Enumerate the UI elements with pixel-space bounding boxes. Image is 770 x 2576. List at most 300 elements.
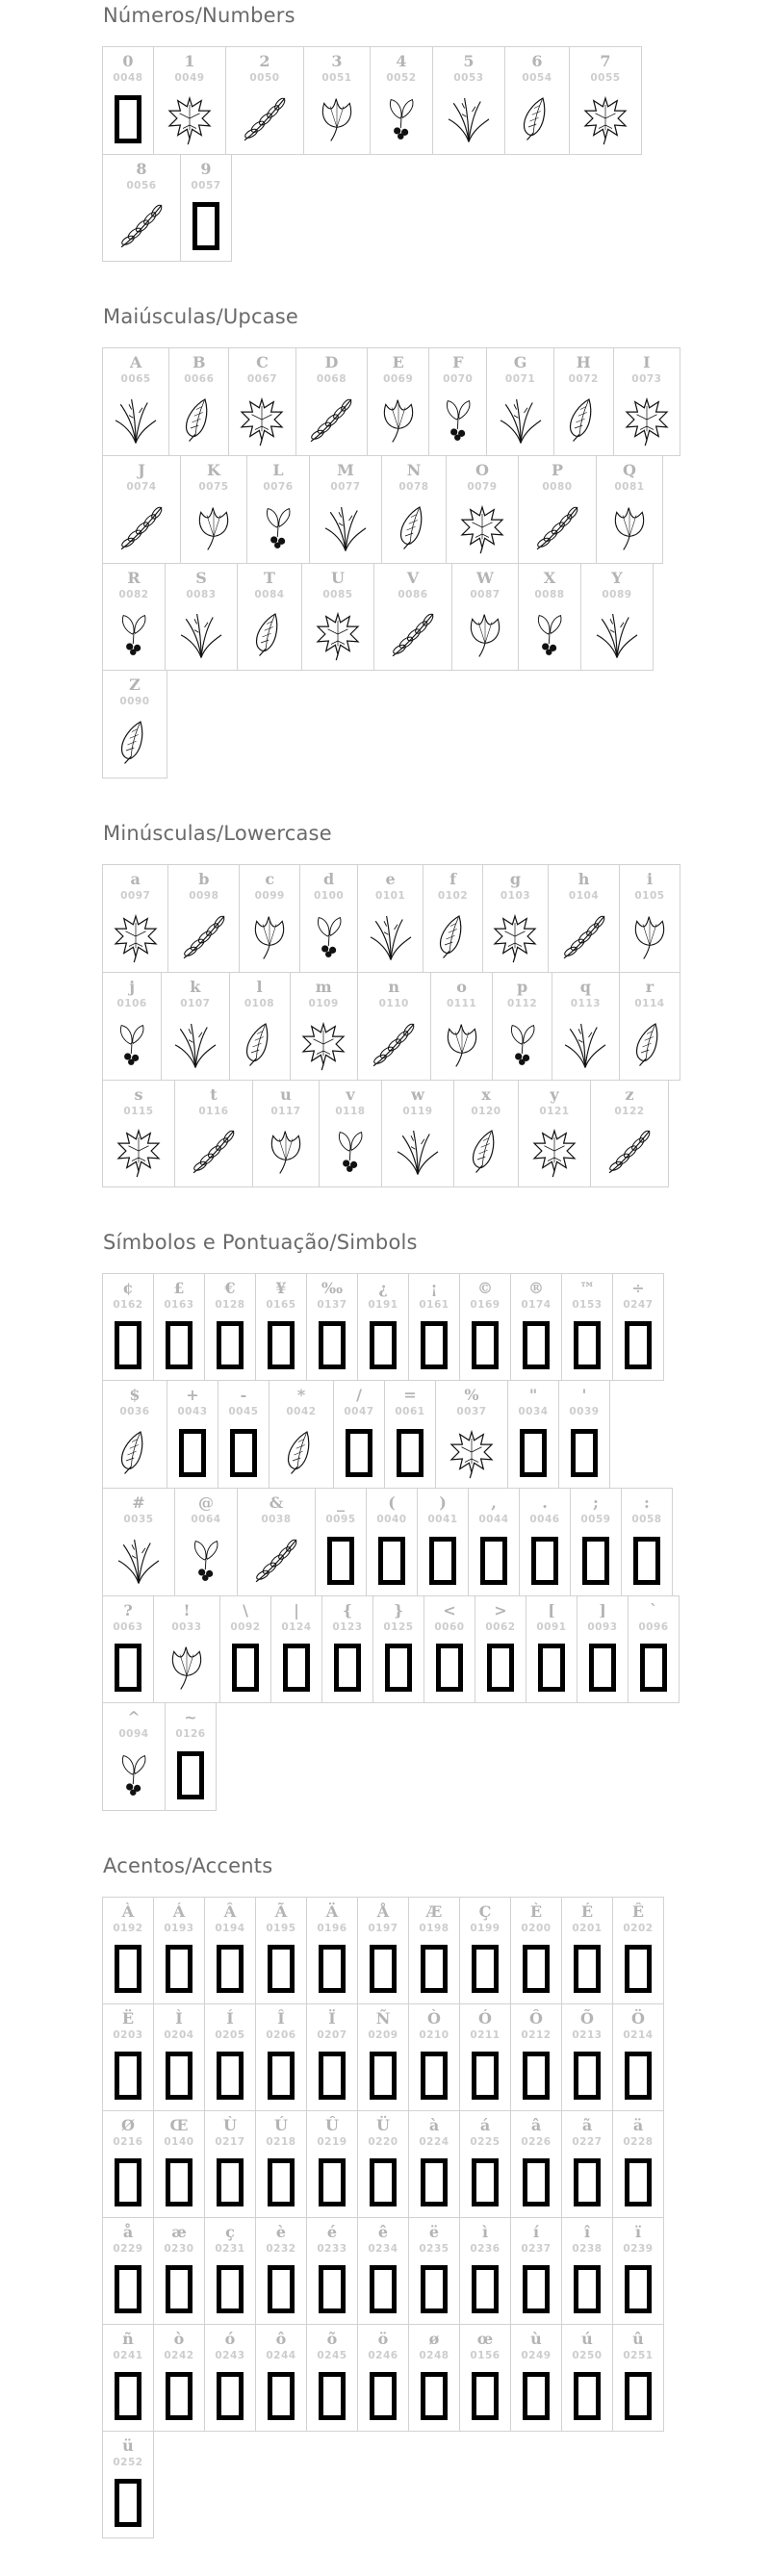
glyph-area (626, 904, 674, 963)
char-cell (102, 972, 162, 1081)
glyph-area (112, 192, 171, 252)
char-cell (408, 1897, 460, 2004)
glyph-area (246, 601, 293, 661)
char-label: ò (173, 2329, 185, 2348)
glyph-area (109, 387, 163, 446)
missing-glyph-box (625, 2052, 652, 2100)
glyph-area (301, 387, 361, 446)
char-label: M (337, 461, 354, 480)
glyph-area (625, 2150, 652, 2208)
glyph-area (296, 1011, 350, 1071)
char-label: ü (122, 2436, 134, 2455)
char-code: 0245 (317, 2349, 347, 2361)
glyph-area (531, 1527, 558, 1587)
char-code: 0108 (244, 997, 275, 1009)
char-code: 0061 (395, 1406, 425, 1418)
char-code: 0049 (174, 72, 205, 84)
char-cell (269, 1380, 334, 1489)
char-code: 0126 (175, 1728, 206, 1741)
char-cell (367, 347, 429, 456)
glyph-area (217, 2363, 244, 2422)
leaf-glyph-icon (391, 1124, 445, 1178)
char-label: Í (226, 2008, 234, 2028)
char-cell (561, 2110, 613, 2218)
glyph-area (445, 1419, 499, 1479)
char-cell (435, 1380, 508, 1489)
glyph-area (391, 1118, 445, 1178)
char-label: ¢ (122, 1279, 134, 1298)
char-code: 0193 (164, 1922, 194, 1934)
missing-glyph-box (115, 2052, 141, 2100)
char-label: J (138, 461, 145, 480)
missing-glyph-box (523, 1321, 550, 1369)
char-code: 0197 (368, 1922, 398, 1934)
char-cell (486, 347, 553, 456)
char-code: 0048 (113, 72, 143, 84)
char-label: L (272, 461, 284, 480)
char-code: 0072 (568, 373, 599, 386)
char-label: ® (528, 1279, 544, 1298)
missing-glyph-box (268, 2158, 295, 2206)
char-label: c (265, 870, 275, 889)
section-title: Acentos/Accents (103, 1853, 273, 1877)
char-code: 0174 (521, 1299, 552, 1312)
char-code: 0070 (443, 373, 474, 386)
glyph-area (605, 495, 654, 554)
char-label: Ê (631, 1901, 645, 1921)
char-row (102, 1897, 680, 2003)
char-code: 0077 (330, 481, 361, 494)
char-label: 7 (600, 52, 611, 70)
leaf-glyph-icon (190, 500, 238, 554)
leaf-glyph-icon (176, 393, 222, 446)
char-label: ø (428, 2329, 440, 2348)
char-code: 0226 (521, 2135, 552, 2148)
missing-glyph-box (166, 2372, 192, 2420)
char-code: 0053 (453, 72, 484, 84)
missing-glyph-box (230, 1429, 257, 1477)
char-cell (102, 1897, 154, 2004)
char-label: ! (183, 1600, 191, 1620)
section-rows (102, 1897, 680, 2538)
char-code: 0200 (521, 1922, 552, 1934)
glyph-area (370, 2043, 397, 2102)
missing-glyph-box (268, 2265, 295, 2313)
leaf-glyph-icon (500, 1017, 545, 1071)
char-label: K (207, 461, 220, 480)
char-label: - (240, 1386, 247, 1405)
char-label: W (476, 568, 494, 587)
char-cell (102, 1273, 154, 1381)
glyph-area (625, 1313, 652, 1371)
char-row (102, 972, 680, 1080)
char-cell (102, 2217, 154, 2325)
char-row (102, 1702, 680, 1810)
char-label: Ö (631, 2008, 645, 2028)
missing-glyph-box (346, 1429, 372, 1477)
char-row (102, 1380, 680, 1488)
char-cell (102, 347, 169, 456)
glyph-area (268, 2150, 295, 2208)
glyph-area (627, 1011, 673, 1071)
leaf-glyph-icon (605, 500, 654, 554)
character-map-section (102, 822, 680, 1186)
char-cell (153, 1595, 220, 1704)
char-label: i (646, 870, 654, 889)
missing-glyph-box (370, 2158, 397, 2206)
glyph-area (177, 1742, 204, 1801)
char-code: 0034 (518, 1406, 549, 1418)
char-label: Ô (529, 2008, 543, 2028)
char-code: 0234 (368, 2242, 398, 2255)
char-cell (372, 1595, 424, 1704)
missing-glyph-box (472, 2372, 499, 2420)
glyph-area (112, 1742, 156, 1801)
char-cell (290, 972, 358, 1081)
char-label: Ä (325, 1901, 339, 1921)
char-label: ñ (122, 2329, 134, 2348)
char-code: 0117 (270, 1105, 301, 1117)
char-code: 0060 (434, 1620, 465, 1633)
char-label: j (129, 977, 135, 996)
char-label: é (326, 2222, 338, 2241)
char-label: Ù (223, 2115, 237, 2134)
glyph-area (370, 2363, 397, 2422)
char-code: 0082 (118, 588, 149, 600)
char-label: Ü (376, 2115, 390, 2134)
char-cell (548, 864, 620, 973)
glyph-area (112, 601, 156, 661)
char-code: 0220 (368, 2135, 398, 2148)
glyph-area (115, 2363, 141, 2422)
char-code: 0069 (383, 373, 414, 386)
char-cell (453, 1080, 519, 1188)
missing-glyph-box (385, 1644, 412, 1692)
leaf-glyph-icon (311, 607, 365, 661)
char-cell (612, 2110, 664, 2218)
missing-glyph-box (378, 1537, 405, 1585)
glyph-area (436, 387, 480, 446)
char-code: 0095 (325, 1513, 356, 1525)
char-code: 0115 (123, 1105, 154, 1117)
glyph-area (438, 1011, 486, 1071)
char-label: í (532, 2222, 540, 2241)
missing-glyph-box (177, 1751, 204, 1799)
missing-glyph-box (472, 1945, 499, 1993)
char-code: 0071 (504, 373, 536, 386)
char-cell (492, 972, 552, 1081)
char-code: 0203 (113, 2028, 143, 2041)
glyph-area (346, 1419, 372, 1479)
char-cell (357, 2110, 409, 2218)
char-cell (237, 1488, 316, 1596)
glyph-area (488, 904, 542, 963)
char-cell (153, 1273, 205, 1381)
char-cell (153, 1897, 205, 2004)
char-cell (204, 2110, 256, 2218)
char-code: 0251 (623, 2349, 654, 2361)
char-row (102, 1595, 680, 1703)
char-cell (370, 46, 433, 155)
char-label: N (406, 461, 422, 480)
leaf-glyph-icon (578, 91, 632, 145)
glyph-area (364, 904, 418, 963)
char-label: 6 (531, 52, 543, 70)
glyph-area (319, 2257, 346, 2315)
glyph-area (500, 1011, 545, 1071)
leaf-glyph-icon (626, 909, 674, 963)
glyph-area (319, 2150, 346, 2208)
missing-glyph-box (472, 1321, 499, 1369)
char-label: ¿ (378, 1279, 388, 1298)
char-cell (552, 972, 620, 1081)
glyph-area (319, 2043, 346, 2102)
char-code: 0096 (638, 1620, 669, 1633)
char-label: v (346, 1084, 355, 1104)
glyph-area (633, 1527, 660, 1587)
glyph-area (379, 86, 424, 145)
missing-glyph-box (582, 1537, 609, 1585)
char-code: 0163 (164, 1299, 194, 1312)
char-label: Û (325, 2115, 339, 2134)
char-label: 4 (396, 52, 407, 70)
char-code: 0088 (534, 588, 565, 600)
char-label: _ (337, 1492, 345, 1512)
char-label: ~ (184, 1708, 197, 1727)
char-cell (628, 1595, 680, 1704)
missing-glyph-box (574, 2052, 601, 2100)
leaf-glyph-icon (296, 1017, 350, 1071)
leaf-glyph-icon (245, 909, 294, 963)
leaf-glyph-icon (168, 1017, 222, 1071)
char-label: ] (599, 1600, 606, 1620)
char-row (102, 670, 680, 778)
leaf-glyph-icon (307, 909, 351, 963)
char-cell (153, 46, 226, 155)
char-label: û (632, 2329, 644, 2348)
char-cell (408, 1273, 460, 1381)
missing-glyph-box (319, 1945, 346, 1993)
leaf-glyph-icon (112, 1425, 158, 1479)
char-code: 0056 (126, 179, 157, 191)
char-code: 0043 (177, 1406, 208, 1418)
leaf-glyph-icon (438, 1017, 486, 1071)
glyph-area (278, 1419, 324, 1479)
char-code: 0229 (113, 2242, 143, 2255)
missing-glyph-box (319, 2372, 346, 2420)
char-label: y (550, 1084, 559, 1104)
char-label: £ (173, 1279, 185, 1298)
char-code: 0105 (634, 890, 665, 903)
glyph-area (190, 495, 238, 554)
missing-glyph-box (166, 2052, 192, 2100)
missing-glyph-box (319, 2265, 346, 2313)
missing-glyph-box (217, 2372, 244, 2420)
missing-glyph-box (115, 1945, 141, 1993)
char-code: 0211 (470, 2028, 500, 2041)
char-cell (510, 1273, 562, 1381)
char-cell (319, 1080, 382, 1188)
char-cell (102, 1080, 175, 1188)
glyph-area (168, 1011, 222, 1071)
leaf-glyph-icon (112, 1747, 156, 1801)
missing-glyph-box (283, 1644, 310, 1692)
char-row (102, 1488, 680, 1595)
missing-glyph-box (421, 1945, 448, 1993)
leaf-glyph-icon (313, 91, 361, 145)
glyph-area (625, 2257, 652, 2315)
glyph-area (640, 1634, 667, 1694)
char-code: 0123 (332, 1620, 363, 1633)
char-code: 0035 (123, 1513, 154, 1525)
char-code: 0099 (254, 890, 285, 903)
char-code: 0191 (368, 1299, 398, 1312)
missing-glyph-box (625, 2372, 652, 2420)
missing-glyph-box (115, 1644, 141, 1692)
missing-glyph-box (633, 1537, 660, 1585)
char-label: b (198, 870, 210, 889)
char-label: h (578, 870, 590, 889)
missing-glyph-box (327, 1537, 354, 1585)
char-label: Ú (274, 2115, 288, 2134)
glyph-area (442, 86, 496, 145)
missing-glyph-box (166, 2265, 192, 2313)
missing-glyph-box (115, 2265, 141, 2313)
char-cell (225, 46, 304, 155)
char-cell (246, 455, 310, 564)
glyph-area (421, 2043, 448, 2102)
char-code: 0045 (228, 1406, 259, 1418)
char-label: ? (123, 1600, 133, 1620)
char-cell (237, 563, 302, 672)
char-code: 0040 (376, 1513, 407, 1525)
char-label: Ì (175, 2008, 183, 2028)
char-cell (102, 1488, 175, 1596)
glyph-area (235, 86, 295, 145)
char-label: e (385, 870, 396, 889)
char-code: 0233 (317, 2242, 347, 2255)
char-cell (366, 1488, 418, 1596)
char-code: 0086 (398, 588, 428, 600)
glyph-area (574, 1936, 601, 1995)
char-cell (204, 2217, 256, 2325)
char-label: € (224, 1279, 236, 1298)
missing-glyph-box (268, 2372, 295, 2420)
char-label: o (456, 977, 467, 996)
missing-glyph-box (268, 1945, 295, 1993)
leaf-glyph-icon (383, 607, 443, 661)
glyph-area (370, 1313, 397, 1371)
char-code: 0214 (623, 2028, 654, 2041)
char-label: Á (172, 1901, 186, 1921)
missing-glyph-box (397, 1429, 424, 1477)
char-code: 0247 (623, 1299, 654, 1312)
glyph-area (574, 1313, 601, 1371)
glyph-area (245, 904, 294, 963)
missing-glyph-box (523, 2158, 550, 2206)
char-cell (408, 2110, 460, 2218)
char-code: 0207 (317, 2028, 347, 2041)
glyph-area (370, 2150, 397, 2208)
glyph-area (523, 1313, 550, 1371)
char-code: 0237 (521, 2242, 552, 2255)
char-cell (295, 347, 369, 456)
char-cell (408, 2003, 460, 2111)
leaf-glyph-icon (237, 1017, 283, 1071)
char-label: k (190, 977, 201, 996)
char-code: 0084 (254, 588, 285, 600)
glyph-area (166, 1313, 192, 1371)
char-code: 0125 (383, 1620, 414, 1633)
glyph-area (217, 1936, 244, 1995)
glyph-area (558, 1011, 612, 1071)
leaf-glyph-icon (627, 1017, 673, 1071)
char-code: 0118 (335, 1105, 366, 1117)
char-code: 0192 (113, 1922, 143, 1934)
leaf-glyph-icon (488, 909, 542, 963)
glyph-area (112, 495, 171, 554)
glyph-area (166, 2043, 192, 2102)
char-cell (553, 347, 614, 456)
char-code: 0078 (398, 481, 429, 494)
char-code: 0140 (164, 2135, 194, 2148)
leaf-glyph-icon (600, 1124, 659, 1178)
char-code: 0087 (470, 588, 500, 600)
glyph-area (115, 2043, 141, 2102)
char-cell (204, 1273, 256, 1381)
missing-glyph-box (166, 1321, 192, 1369)
char-cell (270, 1595, 322, 1704)
char-cell (161, 972, 229, 1081)
missing-glyph-box (179, 1429, 206, 1477)
char-label: # (132, 1492, 145, 1512)
char-code: 0033 (171, 1620, 202, 1633)
char-cell (580, 563, 654, 672)
char-label: m (315, 977, 332, 996)
leaf-glyph-icon (445, 1425, 499, 1479)
char-label: " (528, 1386, 538, 1405)
char-cell (301, 563, 374, 672)
char-label: G (513, 353, 527, 372)
glyph-area (115, 2470, 141, 2529)
missing-glyph-box (115, 95, 141, 143)
char-code: 0216 (113, 2135, 143, 2148)
char-code: 0195 (266, 1922, 296, 1934)
char-row (102, 864, 680, 972)
char-cell (252, 1080, 320, 1188)
missing-glyph-box (268, 2052, 295, 2100)
char-code: 0230 (164, 2242, 194, 2255)
char-label: ë (428, 2222, 440, 2241)
missing-glyph-box (421, 2372, 448, 2420)
char-cell (507, 1380, 559, 1489)
char-cell (459, 2217, 511, 2325)
char-label: B (192, 353, 206, 372)
char-label: } (393, 1600, 404, 1620)
char-cell (255, 2324, 307, 2432)
leaf-glyph-icon (494, 393, 548, 446)
glyph-area (370, 2257, 397, 2315)
char-label: ¥ (275, 1279, 287, 1298)
char-cell (561, 1273, 613, 1381)
missing-glyph-box (166, 1945, 192, 1993)
glyph-area (429, 1527, 456, 1587)
glyph-area (268, 1936, 295, 1995)
missing-glyph-box (115, 2158, 141, 2206)
char-label: % (464, 1386, 479, 1405)
glyph-area (319, 2363, 346, 2422)
char-cell (228, 347, 295, 456)
